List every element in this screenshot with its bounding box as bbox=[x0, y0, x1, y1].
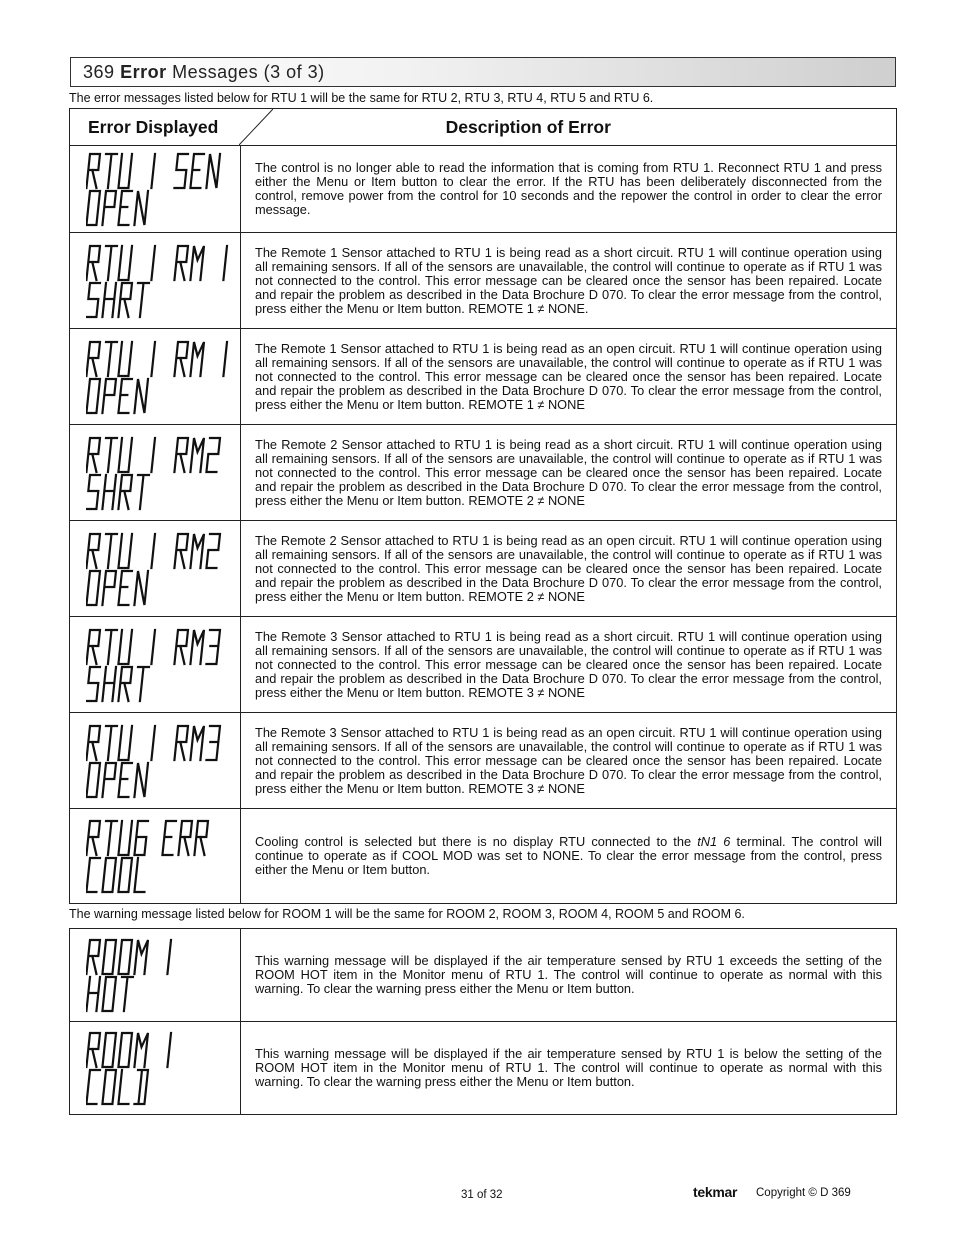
lcd-segment bbox=[174, 630, 188, 664]
header-description: Description of Error bbox=[445, 116, 611, 137]
lcd-segment bbox=[118, 154, 132, 188]
lcd-segment bbox=[102, 154, 117, 188]
error-row bbox=[70, 329, 897, 425]
lcd-segment bbox=[102, 438, 117, 472]
lcd-segment bbox=[86, 475, 100, 509]
lcd-segment bbox=[151, 726, 155, 760]
page-number: 31 of 32 bbox=[461, 1189, 503, 1201]
lcd-segment bbox=[86, 858, 100, 892]
lcd-segment bbox=[102, 977, 116, 1011]
lcd-segment-text bbox=[86, 818, 236, 894]
lcd-segment bbox=[86, 571, 100, 605]
lcd-segment bbox=[190, 726, 204, 760]
lcd-segment-text bbox=[86, 435, 236, 511]
error-row bbox=[70, 809, 897, 904]
lcd-segment bbox=[118, 940, 132, 974]
lcd-segment bbox=[134, 1033, 148, 1067]
lcd-segment bbox=[134, 940, 148, 974]
lcd-segment bbox=[151, 630, 155, 664]
lcd-segment bbox=[118, 438, 132, 472]
lcd-segment bbox=[134, 571, 148, 605]
lcd-segment bbox=[118, 630, 132, 664]
lcd-segment bbox=[206, 534, 220, 568]
lcd-display bbox=[70, 617, 241, 713]
lcd-segment bbox=[118, 1033, 132, 1067]
error-description: The Remote 2 Sensor attached to RTU 1 is being read as a short circuit. RTU 1 will continue operation using all remaining sensors. If all of the sensors are unavailable, the control will continue to operate as if RTU 1 was not connected to the control. This error message can be cleared once the sensor has been repaired. Locate and repair the problem as described in the Data Brochure D 070. To clear the error message from the control, press either the Menu or Item button. REMOTE 2 ≠ NONE bbox=[241, 425, 897, 521]
lcd-segment bbox=[86, 1070, 100, 1104]
page-title bbox=[83, 62, 325, 83]
title-bold-word: Error bbox=[120, 62, 167, 82]
lcd-segment bbox=[118, 977, 133, 1011]
terminal-name: tN1 6 bbox=[697, 834, 731, 849]
lcd-segment bbox=[118, 534, 132, 568]
error-description: The Remote 1 Sensor attached to RTU 1 is being read as an open circuit. RTU 1 will continue operation using all remaining sensors. If all of the sensors are unavailable, the control will continue to operate as if RTU 1 was not connected to the control. This error message can be cleared once the sensor has been repaired. Locate and repair the problem as described in the Data Brochure D 070. To clear the error message from the control, press either the Menu or Item button. REMOTE 1 ≠ NONE bbox=[241, 329, 897, 425]
lcd-segment bbox=[86, 342, 100, 376]
lcd-display bbox=[70, 521, 241, 617]
lcd-segment bbox=[190, 630, 204, 664]
error-description: The Remote 1 Sensor attached to RTU 1 is being read as a short circuit. RTU 1 will continue operation using all remaining sensors. If all of the sensors are unavailable, the control will continue to operate as if RTU 1 was not connected to the control. This error message can be cleared once the sensor has been repaired. Locate and repair the problem as described in the Data Brochure D 070. To clear the error message from the control, press either the Menu or Item button. REMOTE 1 ≠ NONE. bbox=[241, 233, 897, 329]
error-description: The Remote 3 Sensor attached to RTU 1 is being read as a short circuit. RTU 1 will continue operation using all remaining sensors. If all of the sensors are unavailable, the control will continue to operate as if RTU 1 was not connected to the control. This error message can be cleared once the sensor has been repaired. Locate and repair the problem as described in the Data Brochure D 070. To clear the error message from the control, press either the Menu or Item button. REMOTE 3 ≠ NONE bbox=[241, 617, 897, 713]
error-row bbox=[70, 425, 897, 521]
lcd-segment bbox=[86, 379, 100, 413]
error-table bbox=[69, 108, 897, 904]
lcd-segment bbox=[134, 191, 148, 225]
lcd-segment bbox=[134, 1070, 148, 1104]
lcd-segment bbox=[86, 667, 100, 701]
lcd-segment bbox=[86, 283, 100, 317]
lcd-segment bbox=[86, 977, 100, 1011]
lcd-segment bbox=[134, 858, 148, 892]
lcd-segment bbox=[118, 1070, 132, 1104]
lcd-segment bbox=[134, 283, 149, 317]
lcd-segment bbox=[190, 438, 204, 472]
lcd-segment bbox=[102, 379, 116, 413]
lcd-segment bbox=[102, 571, 116, 605]
error-row bbox=[70, 713, 897, 809]
lcd-segment bbox=[167, 940, 171, 974]
lcd-segment bbox=[174, 438, 188, 472]
lcd-segment bbox=[206, 726, 220, 760]
lcd-segment bbox=[102, 858, 116, 892]
lcd-segment bbox=[151, 246, 155, 280]
lcd-segment-text bbox=[86, 937, 236, 1013]
lcd-segment-text bbox=[86, 627, 236, 703]
tekmar-logo: tekmar bbox=[693, 1184, 738, 1200]
lcd-segment bbox=[174, 342, 188, 376]
lcd-segment bbox=[86, 1033, 100, 1067]
lcd-segment bbox=[118, 283, 132, 317]
lcd-segment bbox=[174, 154, 188, 188]
lcd-segment bbox=[190, 246, 204, 280]
lcd-segment bbox=[118, 342, 132, 376]
error-row bbox=[70, 233, 897, 329]
lcd-segment bbox=[223, 246, 227, 280]
error-description: The control is no longer able to read the information that is coming from RTU 1. Reconnect RTU 1 and press either the Menu or Item button to clear the error. If the RTU has been deliberately disconnected from the control, remove power from the control for 10 seconds and the repower the control in order to clear the error message. bbox=[241, 146, 897, 233]
header-divider-slash bbox=[239, 109, 273, 145]
lcd-segment bbox=[190, 154, 204, 188]
warning-description: This warning message will be displayed if the air temperature sensed by RTU 1 is below the setting of the ROOM HOT item in the Monitor menu of RTU 1. The control will continue to operate as normal with this warning. To clear the warning press either the Menu or Item button. bbox=[241, 1022, 897, 1115]
lcd-segment bbox=[86, 821, 100, 855]
lcd-segment bbox=[206, 630, 220, 664]
lcd-segment bbox=[86, 154, 100, 188]
warning-row bbox=[70, 929, 897, 1022]
title-suffix: Messages (3 of 3) bbox=[172, 62, 325, 82]
lcd-display bbox=[70, 809, 241, 904]
warning-table bbox=[69, 928, 897, 1115]
lcd-segment bbox=[151, 154, 155, 188]
lcd-segment bbox=[190, 342, 204, 376]
error-description: The Remote 2 Sensor attached to RTU 1 is being read as an open circuit. RTU 1 will continue operation using all remaining sensors. If all of the sensors are unavailable, the control will continue to operate as if RTU 1 was not connected to the control. This error message can be cleared once the sensor has been repaired. Locate and repair the problem as described in the Data Brochure D 070. To clear the error message from the control, press either the Menu or Item button. REMOTE 2 ≠ NONE bbox=[241, 521, 897, 617]
lcd-segment bbox=[102, 1070, 116, 1104]
lcd-segment bbox=[118, 475, 132, 509]
lcd-segment bbox=[167, 1033, 171, 1067]
error-row bbox=[70, 146, 897, 233]
copyright-text: Copyright © D 369 bbox=[756, 1187, 851, 1199]
lcd-segment bbox=[174, 726, 188, 760]
error-description: Cooling control is selected but there is no display RTU connected to the tN1 6 terminal. The control will continue to operate as if COOL MOD was set to NONE. To clear the error message from the control, press either the Menu or Item button. bbox=[241, 809, 897, 904]
warning-description: This warning message will be displayed if the air temperature sensed by RTU 1 exceeds the setting of the ROOM HOT item in the Monitor menu of RTU 1. The control will continue to operate as normal with this warning. To clear the warning press either the Menu or Item button. bbox=[255, 953, 882, 996]
lcd-segment-text bbox=[86, 723, 236, 799]
lcd-segment bbox=[118, 667, 132, 701]
error-row bbox=[70, 521, 897, 617]
lcd-segment bbox=[102, 630, 117, 664]
lcd-segment bbox=[102, 763, 116, 797]
lcd-segment bbox=[86, 940, 100, 974]
lcd-segment bbox=[102, 667, 116, 701]
lcd-segment-text bbox=[86, 1030, 236, 1106]
lcd-segment bbox=[118, 379, 132, 413]
lcd-segment bbox=[102, 475, 116, 509]
lcd-display bbox=[70, 146, 241, 233]
warnings-intro-text: The warning message listed below for ROOM 1 will be the same for ROOM 2, ROOM 3, ROOM 4, ROOM 5 and ROOM 6. bbox=[69, 907, 745, 921]
lcd-segment bbox=[223, 342, 227, 376]
section-title-bar bbox=[70, 57, 896, 87]
table-header-row bbox=[70, 109, 897, 146]
lcd-segment bbox=[151, 342, 155, 376]
lcd-segment bbox=[118, 821, 132, 855]
lcd-segment bbox=[118, 858, 132, 892]
lcd-segment bbox=[86, 438, 100, 472]
lcd-segment bbox=[86, 630, 100, 664]
lcd-segment bbox=[134, 667, 149, 701]
lcd-segment bbox=[102, 283, 116, 317]
lcd-segment bbox=[134, 763, 148, 797]
errors-intro-text: The error messages listed below for RTU 1 will be the same for RTU 2, RTU 3, RTU 4, RTU 5 and RTU 6. bbox=[69, 91, 654, 105]
lcd-segment bbox=[102, 940, 116, 974]
lcd-display bbox=[70, 425, 241, 521]
lcd-segment bbox=[151, 438, 155, 472]
lcd-segment-text bbox=[86, 243, 236, 319]
lcd-display bbox=[70, 1022, 241, 1115]
lcd-display bbox=[70, 329, 241, 425]
lcd-segment bbox=[102, 534, 117, 568]
lcd-segment bbox=[102, 1033, 116, 1067]
warning-row bbox=[70, 1022, 897, 1115]
lcd-segment bbox=[86, 763, 100, 797]
lcd-segment bbox=[174, 534, 188, 568]
lcd-segment bbox=[118, 191, 132, 225]
lcd-segment bbox=[174, 246, 188, 280]
lcd-segment bbox=[206, 154, 220, 188]
lcd-segment bbox=[134, 475, 149, 509]
lcd-segment bbox=[102, 726, 117, 760]
lcd-segment bbox=[206, 438, 220, 472]
lcd-segment bbox=[118, 246, 132, 280]
error-row bbox=[70, 617, 897, 713]
lcd-display bbox=[70, 713, 241, 809]
header-error-displayed: Error Displayed bbox=[70, 109, 241, 146]
lcd-segment bbox=[102, 821, 117, 855]
lcd-segment bbox=[118, 763, 132, 797]
lcd-segment bbox=[86, 726, 100, 760]
lcd-segment bbox=[118, 726, 132, 760]
lcd-display bbox=[70, 233, 241, 329]
title-number: 369 bbox=[83, 62, 115, 82]
lcd-segment-text bbox=[86, 531, 236, 607]
lcd-segment bbox=[102, 342, 117, 376]
lcd-segment bbox=[162, 821, 176, 855]
lcd-segment bbox=[86, 534, 100, 568]
lcd-segment bbox=[102, 191, 116, 225]
lcd-display bbox=[70, 929, 241, 1022]
lcd-segment bbox=[102, 246, 117, 280]
lcd-segment-text bbox=[86, 151, 236, 227]
lcd-segment bbox=[151, 534, 155, 568]
lcd-segment bbox=[134, 379, 148, 413]
lcd-segment bbox=[118, 571, 132, 605]
lcd-segment bbox=[134, 821, 148, 855]
lcd-segment bbox=[86, 246, 100, 280]
lcd-segment bbox=[194, 821, 208, 855]
lcd-segment bbox=[178, 821, 192, 855]
error-description: The Remote 3 Sensor attached to RTU 1 is being read as an open circuit. RTU 1 will continue operation using all remaining sensors. If all of the sensors are unavailable, the control will continue to operate as if RTU 1 was not connected to the control. This error message can be cleared once the sensor has been repaired. Locate and repair the problem as described in the Data Brochure D 070. To clear the error message from the control, press either the Menu or Item button. REMOTE 3 ≠ NONE bbox=[241, 713, 897, 809]
lcd-segment bbox=[86, 191, 100, 225]
lcd-segment bbox=[190, 534, 204, 568]
lcd-segment-text bbox=[86, 339, 236, 415]
